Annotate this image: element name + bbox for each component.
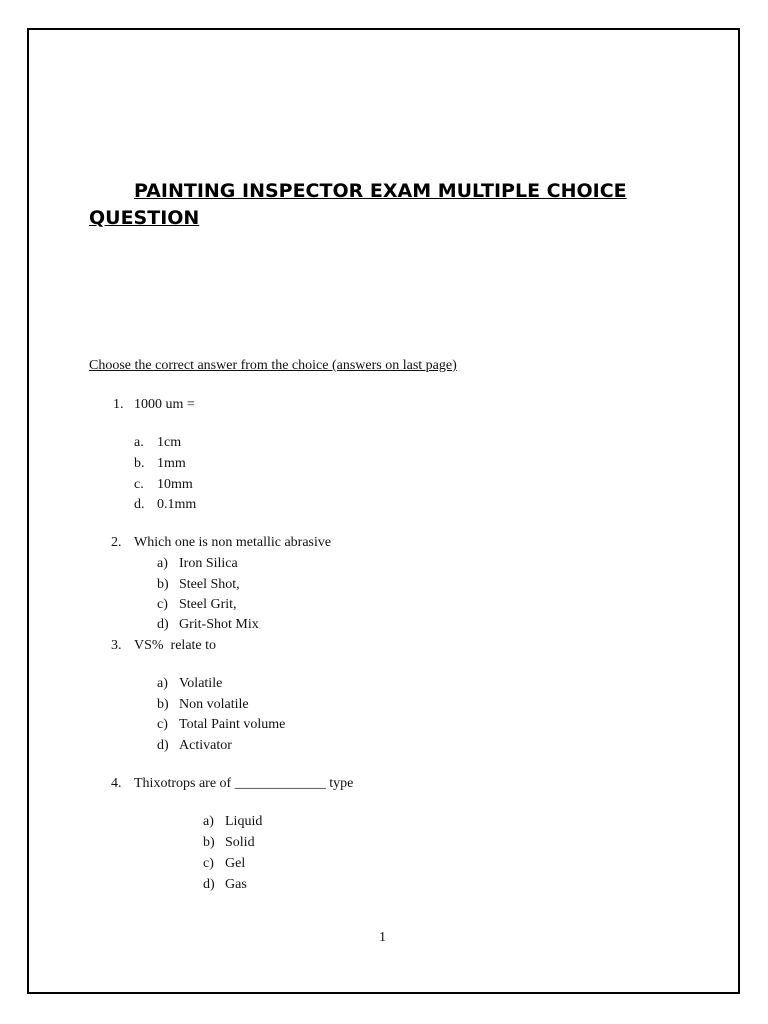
option-marker: c)	[203, 856, 214, 871]
option-text: Non volatile	[179, 697, 249, 712]
option-marker: a)	[203, 814, 214, 829]
option-marker: c)	[157, 717, 168, 732]
option-marker: b)	[203, 835, 215, 850]
option-text: Volatile	[179, 676, 223, 691]
option-marker: d)	[203, 877, 215, 892]
option-text: Steel Shot,	[179, 577, 240, 592]
question-number: 3.	[111, 638, 122, 653]
page-number: 1	[379, 930, 386, 945]
option-marker: d.	[134, 497, 145, 512]
option-marker: b)	[157, 697, 169, 712]
question-text: Thixotrops are of _____________ type	[134, 776, 354, 791]
page-title: PAINTING INSPECTOR EXAM MULTIPLE CHOICE QUESTION	[89, 180, 627, 229]
option-text: Iron Silica	[179, 556, 238, 571]
option-marker: a.	[134, 435, 144, 450]
option-text: 10mm	[157, 477, 193, 492]
option-marker: c.	[134, 477, 144, 492]
question-text: Which one is non metallic abrasive	[134, 535, 332, 550]
option-marker: b.	[134, 456, 145, 471]
option-text: Gel	[225, 856, 246, 871]
option-text: Gas	[225, 877, 247, 892]
option-text: Activator	[179, 738, 232, 753]
option-text: Total Paint volume	[179, 717, 286, 732]
option-text: Steel Grit,	[179, 597, 237, 612]
option-text: Grit-Shot Mix	[179, 617, 259, 632]
instruction-text: Choose the correct answer from the choice (answers on last page)	[89, 358, 457, 373]
question-text: 1000 um =	[134, 397, 195, 412]
option-marker: d)	[157, 617, 169, 632]
option-marker: a)	[157, 676, 168, 691]
option-marker: b)	[157, 577, 169, 592]
option-text: 1cm	[157, 435, 182, 450]
option-text: Solid	[225, 835, 255, 850]
option-text: 1mm	[157, 456, 186, 471]
option-text: Liquid	[225, 814, 263, 829]
option-marker: c)	[157, 597, 168, 612]
question-number: 1.	[113, 397, 124, 412]
question-number: 2.	[111, 535, 122, 550]
question-text: VS% relate to	[134, 638, 217, 653]
option-marker: d)	[157, 738, 169, 753]
question-number: 4.	[111, 776, 122, 791]
option-marker: a)	[157, 556, 168, 571]
option-text: 0.1mm	[157, 497, 197, 512]
